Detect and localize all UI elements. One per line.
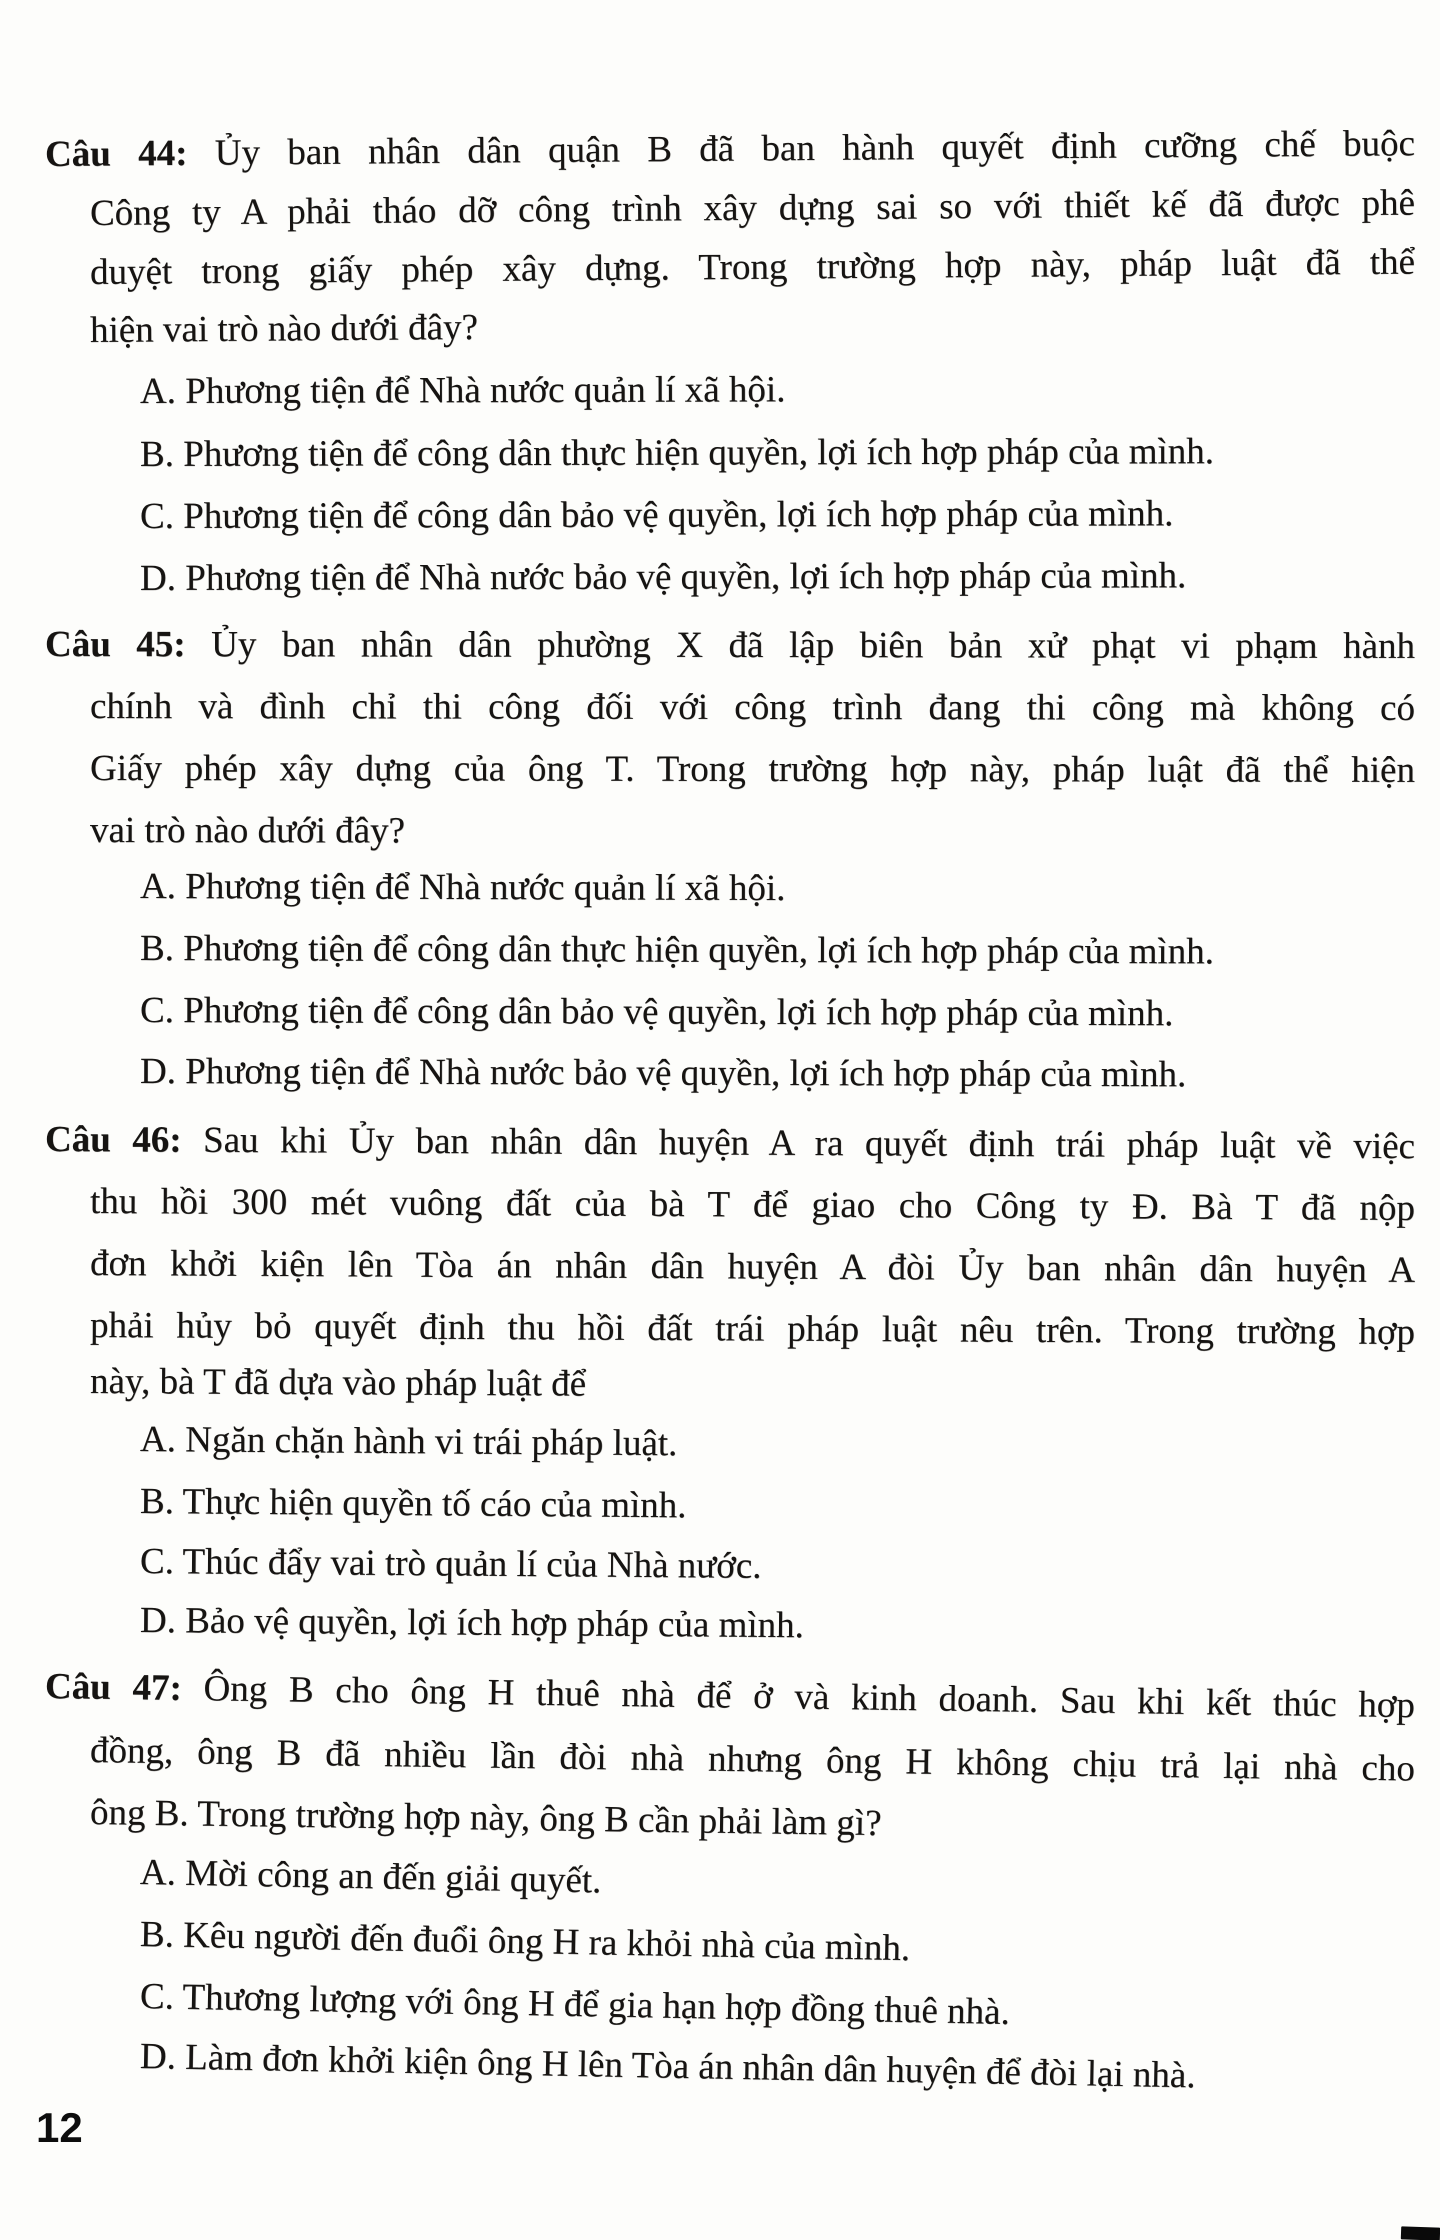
q44-option-d: D. Phương tiện để Nhà nước bảo vệ quyền, lợi ích hợp pháp của mình. (139, 555, 1187, 599)
q46-label: Câu 46: (44, 1119, 182, 1161)
q44-label: Câu 44: (44, 132, 188, 175)
q44-stem-line-3: duyệt trong giấy phép xây dựng. Trong trường hợp này, pháp luật đã thể (89, 241, 1416, 293)
q45-stem-text-1: Ủy ban nhân dân phường X đã lập biên bản xử phạt vi phạm hành (211, 624, 1416, 667)
q44-stem-line-2: Công ty A phải tháo dỡ công trình xây dựng sai so với thiết kế đã được phê (89, 182, 1416, 234)
q46-stem-line-5: này, bà T đã dựa vào pháp luật để (89, 1361, 587, 1405)
q45-stem-line-2: chính và đình chỉ thi công đối với công trình đang thi công mà không có (89, 686, 1416, 729)
q47-label: Câu 47: (44, 1666, 183, 1709)
q45-stem-line-3: Giấy phép xây dựng của ông T. Trong trường hợp này, pháp luật đã thể hiện (89, 748, 1416, 791)
q45-option-d: D. Phương tiện để Nhà nước bảo vệ quyền, lợi ích hợp pháp của mình. (139, 1051, 1187, 1096)
q47-option-b: B. Kêu người đến đuổi ông H ra khỏi nhà của mình. (139, 1914, 911, 1970)
page-number: 12 (36, 2104, 83, 2151)
q46-option-a: A. Ngăn chặn hành vi trái pháp luật. (139, 1419, 678, 1465)
q45-label: Câu 45: (44, 624, 186, 666)
q44-option-c: C. Phương tiện để công dân bảo vệ quyền, lợi ích hợp pháp của mình. (139, 493, 1174, 537)
q44-stem-line-4: hiện vai trò nào dưới đây? (89, 306, 479, 351)
q47-stem-text-1: Ông B cho ông H thuê nhà để ở và kinh doanh. Sau khi kết thúc hợp (203, 1668, 1416, 1727)
q45-option-c: C. Phương tiện để công dân bảo vệ quyền, lợi ích hợp pháp của mình. (139, 990, 1174, 1035)
q44-option-b: B. Phương tiện để công dân thực hiện quyền, lợi ích hợp pháp của mình. (139, 431, 1215, 475)
q46-stem-line-3: đơn khởi kiện lên Tòa án nhân dân huyện A đòi Ủy ban nhân dân huyện A (89, 1243, 1416, 1291)
q47-option-a: A. Mời công an đến giải quyết. (139, 1852, 602, 1902)
q47-stem-line-1 (45, 1662, 1416, 1731)
q46-stem-line-2: thu hồi 300 mét vuông đất của bà T để giao cho Công ty Đ. Bà T đã nộp (89, 1181, 1416, 1229)
q47-option-d: D. Làm đơn khởi kiện ông H lên Tòa án nhân dân huyện để đòi lại nhà. (139, 2036, 1196, 2097)
q45-stem-line-1 (45, 620, 1415, 672)
q46-option-c: C. Thúc đẩy vai trò quản lí của Nhà nước. (139, 1541, 762, 1587)
scan-corner-mark (1401, 2226, 1440, 2240)
q44-option-a: A. Phương tiện để Nhà nước quản lí xã hội. (139, 369, 786, 412)
q47-stem-line-3: ông B. Trong trường hợp này, ông B cần phải làm gì? (89, 1792, 882, 1845)
q46-stem-text-1: Sau khi Ủy ban nhân dân huyện A ra quyết định trái pháp luật về việc (202, 1119, 1416, 1168)
q45-option-a: A. Phương tiện để Nhà nước quản lí xã hội. (139, 866, 786, 910)
q44-stem-line-1 (45, 119, 1415, 180)
q46-option-b: B. Thực hiện quyền tố cáo của mình. (139, 1481, 687, 1527)
q46-option-d: D. Bảo vệ quyền, lợi ích hợp pháp của mình. (139, 1600, 805, 1647)
q44-stem-text-1: Ủy ban nhân dân quận B đã ban hành quyết định cưỡng chế buộc (214, 123, 1416, 174)
q47-stem-line-2: đồng, ông B đã nhiều lần đòi nhà nhưng ông H không chịu trả lại nhà cho (89, 1730, 1416, 1790)
q45-option-b: B. Phương tiện để công dân thực hiện quyền, lợi ích hợp pháp của mình. (139, 928, 1215, 973)
q45-stem-line-4: vai trò nào dưới đây? (89, 810, 406, 852)
q46-stem-line-1 (45, 1115, 1415, 1172)
q46-stem-line-4: phải hủy bỏ quyết định thu hồi đất trái pháp luật nêu trên. Trong trường hợp (89, 1305, 1416, 1353)
q47-option-c: C. Thương lượng với ông H để gia hạn hợp đồng thuê nhà. (139, 1976, 1011, 2033)
